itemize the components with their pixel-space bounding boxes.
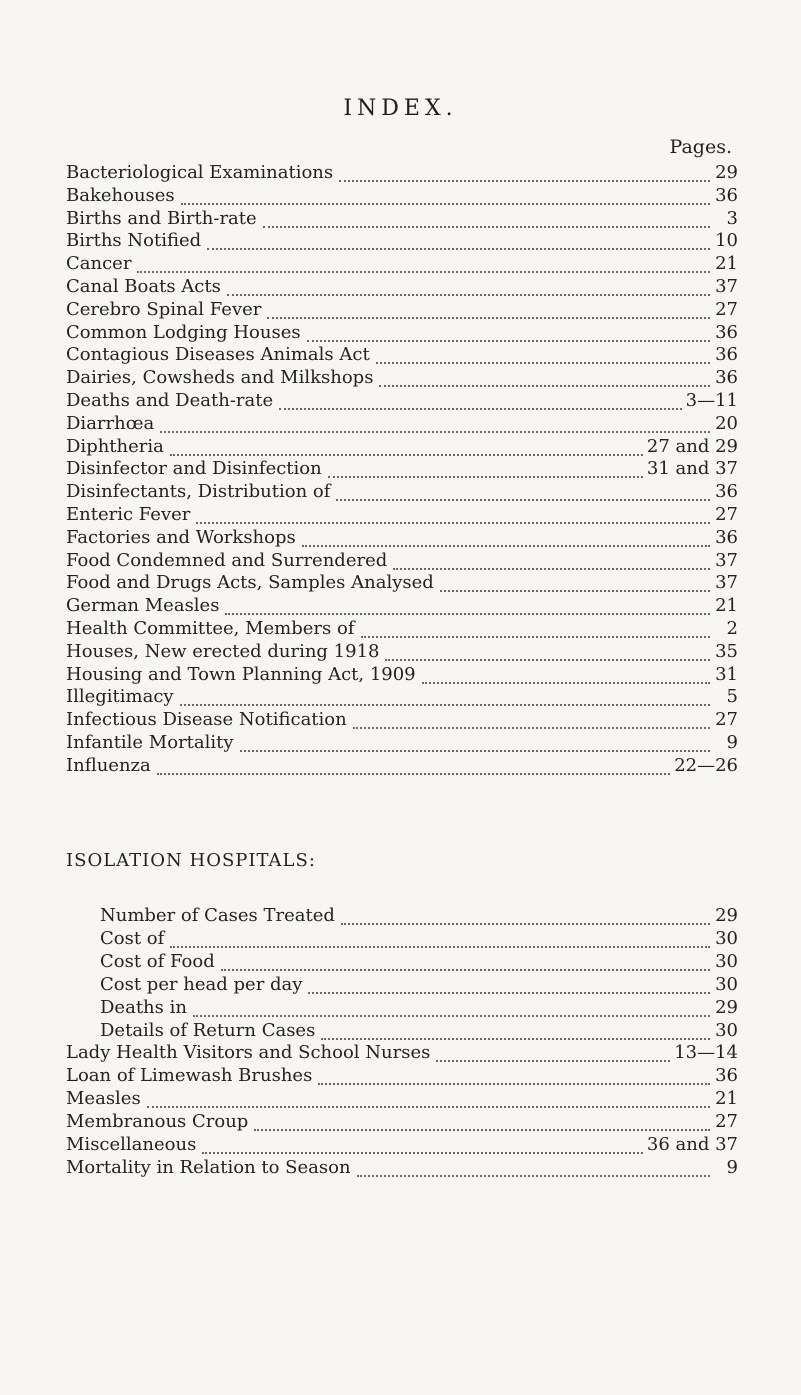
index-entry-label: Food Condemned and Surrendered bbox=[66, 549, 388, 571]
index-entry-label: Measles bbox=[66, 1088, 141, 1110]
index-entry bbox=[100, 928, 738, 952]
index-entry-label: Illegitimacy bbox=[66, 686, 174, 708]
index-entry-label: Housing and Town Planning Act, 1909 bbox=[66, 663, 416, 685]
dot-leader bbox=[385, 659, 710, 661]
index-entry-page: 36 bbox=[715, 367, 738, 389]
index-entry-label: Cost of bbox=[100, 927, 165, 949]
index-entry-page: 37 bbox=[715, 572, 738, 594]
index-entry-page: 27 and 29 bbox=[646, 435, 738, 457]
index-entry bbox=[66, 458, 738, 482]
index-entry-page: 36 and 37 bbox=[646, 1134, 738, 1155]
index-entry-page: 29 bbox=[715, 905, 738, 926]
index-entry bbox=[100, 1020, 738, 1044]
index-entry-page: 29 bbox=[715, 996, 738, 1018]
index-entry bbox=[66, 344, 738, 368]
index-entry-page: 27 bbox=[715, 298, 738, 320]
index-entry-label: Factories and Workshops bbox=[66, 526, 296, 548]
index-entry-page: 37 bbox=[715, 549, 738, 571]
index-entry bbox=[66, 504, 738, 528]
dot-leader bbox=[225, 613, 710, 615]
index-entry bbox=[100, 997, 738, 1021]
index-entry bbox=[66, 390, 738, 414]
index-entry-page: 21 bbox=[715, 1088, 738, 1110]
page-title: INDEX. bbox=[343, 96, 458, 121]
index-entry bbox=[66, 572, 738, 596]
index-entry-label: Disinfector and Disinfection bbox=[66, 458, 322, 480]
index-entry-page: 36 bbox=[715, 184, 738, 206]
index-entry-page: 29 bbox=[715, 162, 738, 183]
dot-leader bbox=[202, 1152, 643, 1154]
index-entry bbox=[66, 276, 738, 300]
dot-leader bbox=[181, 203, 710, 205]
index-entry-page: 36 bbox=[715, 321, 738, 343]
index-entry-page: 2 bbox=[726, 618, 738, 639]
dot-leader bbox=[254, 1129, 710, 1131]
pages-column-header: Pages. bbox=[669, 136, 732, 158]
dot-leader bbox=[321, 1038, 710, 1040]
dot-leader bbox=[147, 1106, 710, 1108]
index-entry bbox=[66, 618, 738, 642]
index-entry-page: 9 bbox=[726, 1156, 738, 1178]
dot-leader bbox=[341, 923, 710, 925]
index-entry-page: 21 bbox=[715, 595, 738, 617]
index-entry bbox=[66, 162, 738, 186]
dot-leader bbox=[221, 969, 710, 971]
index-entry-label: Cerebro Spinal Fever bbox=[66, 298, 262, 320]
index-entry-page: 30 bbox=[715, 950, 738, 972]
index-entry-page: 10 bbox=[715, 230, 738, 252]
dot-leader bbox=[339, 180, 710, 182]
dot-leader bbox=[376, 362, 710, 364]
index-entry-label: Loan of Limewash Brushes bbox=[66, 1065, 313, 1087]
index-entry-label: Infantile Mortality bbox=[66, 732, 234, 753]
index-entry bbox=[66, 367, 738, 391]
index-entry bbox=[66, 755, 738, 779]
index-entry-page: 37 bbox=[715, 276, 738, 297]
index-entry-page: 3 bbox=[726, 207, 738, 229]
dot-leader bbox=[328, 476, 643, 478]
index-entry-page: 36 bbox=[715, 481, 738, 503]
index-entry bbox=[66, 686, 738, 710]
index-entry bbox=[100, 951, 738, 975]
index-entry-label: Dairies, Cowsheds and Milkshops bbox=[66, 367, 374, 389]
index-entry-label: Diphtheria bbox=[66, 435, 164, 457]
index-entry-page: 27 bbox=[715, 709, 738, 731]
index-entry bbox=[100, 905, 738, 929]
index-entry-page: 36 bbox=[715, 1065, 738, 1087]
index-entry-label: Enteric Fever bbox=[66, 504, 191, 525]
index-entry-label: Common Lodging Houses bbox=[66, 321, 301, 343]
index-entry-page: 35 bbox=[715, 640, 738, 662]
dot-leader bbox=[193, 1015, 710, 1017]
index-entry-label: Number of Cases Treated bbox=[100, 905, 335, 926]
index-entry-page: 3—11 bbox=[685, 390, 738, 411]
dot-leader bbox=[336, 499, 710, 501]
index-entry-label: Influenza bbox=[66, 754, 151, 776]
index-entry bbox=[66, 185, 738, 209]
index-entry bbox=[66, 664, 738, 688]
index-entry bbox=[66, 550, 738, 574]
dot-leader bbox=[157, 773, 670, 775]
index-entry-page: 36 bbox=[715, 526, 738, 548]
index-entry-label: Cancer bbox=[66, 253, 132, 275]
index-entry bbox=[66, 253, 738, 277]
dot-leader bbox=[436, 1060, 670, 1062]
index-entry bbox=[66, 299, 738, 323]
index-entry bbox=[66, 413, 738, 437]
index-entry-label: Births Notified bbox=[66, 230, 202, 252]
index-entry bbox=[66, 641, 738, 665]
index-entry bbox=[66, 1111, 738, 1135]
index-entry bbox=[66, 208, 738, 232]
section-heading-isolation-hospitals: ISOLATION HOSPITALS: bbox=[66, 850, 316, 871]
dot-leader bbox=[393, 568, 710, 570]
index-entry bbox=[66, 1065, 738, 1089]
index-entry-label: Bakehouses bbox=[66, 184, 175, 206]
index-entry bbox=[66, 322, 738, 346]
index-entry-page: 21 bbox=[715, 253, 738, 275]
index-entry-label: Health Committee, Members of bbox=[66, 618, 355, 639]
dot-leader bbox=[207, 248, 710, 250]
index-entry-label: Houses, New erected during 1918 bbox=[66, 640, 380, 662]
index-entry bbox=[66, 481, 738, 505]
index-entry-label: Mortality in Relation to Season bbox=[66, 1156, 351, 1178]
index-entry-label: Births and Birth-rate bbox=[66, 207, 257, 229]
index-entry-label: Lady Health Visitors and School Nurses bbox=[66, 1042, 431, 1064]
dot-leader bbox=[308, 992, 710, 994]
index-entry bbox=[66, 527, 738, 551]
index-entry-label: Deaths in bbox=[100, 996, 187, 1018]
index-entry bbox=[100, 974, 738, 998]
index-entry-page: 31 and 37 bbox=[646, 458, 738, 480]
index-entry-label: Cost per head per day bbox=[100, 973, 303, 995]
index-entry-page: 22—26 bbox=[674, 754, 738, 776]
index-entry-label: Food and Drugs Acts, Samples Analysed bbox=[66, 572, 434, 594]
index-entry bbox=[66, 1088, 738, 1112]
index-entry-page: 27 bbox=[715, 504, 738, 525]
dot-leader bbox=[263, 226, 710, 228]
index-entry bbox=[66, 230, 738, 254]
index-entry-page: 13—14 bbox=[674, 1042, 738, 1064]
index-entry-page: 31 bbox=[715, 663, 738, 685]
index-entry bbox=[66, 1134, 738, 1158]
dot-leader bbox=[279, 408, 682, 410]
index-entry-label: German Measles bbox=[66, 595, 220, 617]
index-entry-page: 5 bbox=[726, 686, 738, 708]
index-entry-label: Membranous Croup bbox=[66, 1111, 249, 1133]
index-entry-label: Details of Return Cases bbox=[100, 1019, 316, 1041]
dot-leader bbox=[379, 385, 710, 387]
index-entry-label: Diarrhœa bbox=[66, 412, 155, 434]
index-entry-label: Canal Boats Acts bbox=[66, 276, 221, 297]
dot-leader bbox=[170, 946, 710, 948]
dot-leader bbox=[170, 454, 643, 456]
dot-leader bbox=[302, 545, 710, 547]
index-entry bbox=[66, 1042, 738, 1066]
dot-leader bbox=[307, 340, 710, 342]
dot-leader bbox=[267, 317, 710, 319]
index-entry-label: Infectious Disease Notification bbox=[66, 709, 347, 731]
dot-leader bbox=[137, 271, 710, 273]
dot-leader bbox=[160, 431, 710, 433]
index-entry-page: 30 bbox=[715, 927, 738, 949]
dot-leader bbox=[440, 590, 710, 592]
index-entry bbox=[66, 709, 738, 733]
index-entry-page: 9 bbox=[726, 732, 738, 753]
dot-leader bbox=[357, 1175, 710, 1177]
index-entry-page: 27 bbox=[715, 1111, 738, 1133]
dot-leader bbox=[318, 1083, 710, 1085]
index-entry-label: Bacteriological Examinations bbox=[66, 162, 334, 183]
index-entry-label: Deaths and Death-rate bbox=[66, 390, 274, 411]
index-entry bbox=[66, 436, 738, 460]
index-entry-label: Contagious Diseases Animals Act bbox=[66, 344, 370, 366]
index-entry-label: Disinfectants, Distribution of bbox=[66, 481, 331, 503]
index-entry-label: Miscellaneous bbox=[66, 1134, 197, 1155]
dot-leader bbox=[422, 682, 710, 684]
dot-leader bbox=[361, 636, 711, 638]
dot-leader bbox=[240, 750, 710, 752]
dot-leader bbox=[196, 522, 710, 524]
index-entry-label: Cost of Food bbox=[100, 950, 215, 972]
index-entry-page: 30 bbox=[715, 1019, 738, 1041]
index-entry-page: 36 bbox=[715, 344, 738, 366]
index-entry-page: 30 bbox=[715, 973, 738, 995]
index-entry bbox=[66, 595, 738, 619]
index-entry bbox=[66, 732, 738, 756]
dot-leader bbox=[180, 704, 710, 706]
index-entry-page: 20 bbox=[715, 412, 738, 434]
dot-leader bbox=[353, 727, 710, 729]
dot-leader bbox=[227, 294, 710, 296]
index-entry bbox=[66, 1157, 738, 1181]
